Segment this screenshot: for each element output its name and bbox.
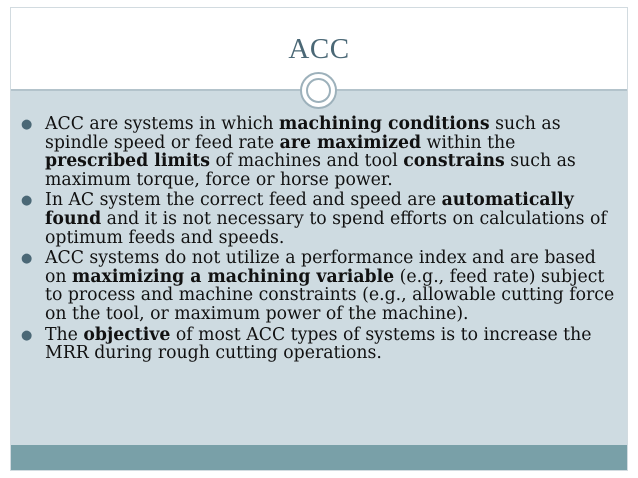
text-run: of most ACC types of systems is to increase the MRR during rough cutting operations. [45, 324, 592, 364]
circle-ornament-icon [300, 72, 337, 109]
bullet-item [19, 249, 615, 323]
bold-phrase: objective [83, 324, 171, 345]
text-run: (e.g., feed rate) subject to process and machine constraints (e.g., allowable cutting force on the tool, or maximum power of the machine). [45, 266, 615, 324]
bold-phrase: constrains [403, 151, 505, 172]
bullet-item [19, 115, 615, 189]
text-run: ACC are systems in which [45, 114, 280, 134]
text-run: such as maximum torque, force or horse power. [45, 151, 576, 190]
bold-phrase: prescribed limits [45, 151, 210, 172]
slide [10, 7, 628, 471]
bullet-item [19, 326, 615, 363]
bold-phrase: maximizing a machining variable [72, 266, 395, 287]
text-run: of machines and tool [209, 151, 404, 172]
bullet-dot-icon: ● [21, 251, 33, 267]
bold-phrase: are maximized [279, 132, 422, 153]
bullet-dot-icon: ● [21, 193, 33, 209]
bold-phrase: automatically found [45, 190, 574, 229]
bullet-dot-icon: ● [21, 327, 33, 343]
bottom-band [11, 445, 627, 470]
bullet-dot-icon: ● [21, 117, 33, 132]
text-run: In AC system the correct feed and speed are [45, 190, 442, 211]
text-run: The [45, 324, 84, 345]
text-run: within the [421, 132, 516, 153]
circle-ornament-inner [306, 78, 331, 103]
bold-phrase: machining conditions [279, 114, 490, 134]
text-run: such as spindle speed or feed rate [45, 114, 561, 153]
text-run: and it is not necessary to spend efforts on calculations of optimum feeds and speeds. [45, 208, 607, 248]
content-area [11, 91, 627, 447]
bullet-item [19, 191, 615, 247]
bullet-list [19, 115, 615, 365]
slide-title: ACC [288, 33, 350, 65]
text-run: ACC systems do not utilize a performance index and are based on [45, 248, 596, 287]
